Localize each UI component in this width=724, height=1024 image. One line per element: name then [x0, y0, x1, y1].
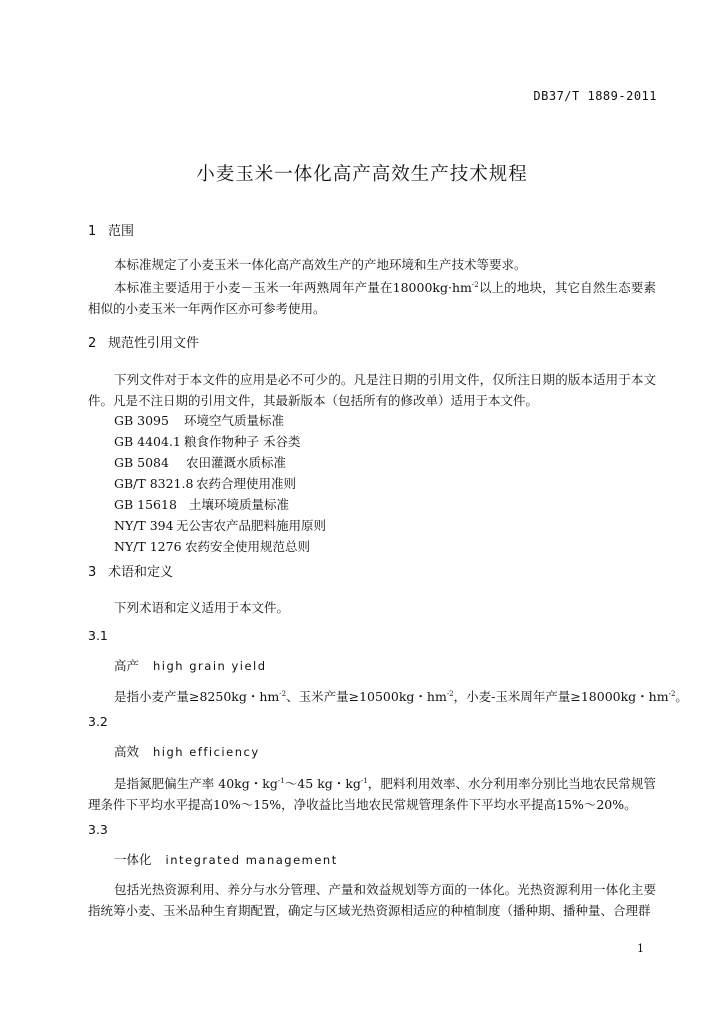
section-title: 规范性引用文件	[108, 336, 200, 351]
reference-item: NY/T 394 无公害农产品肥料施用原则	[114, 518, 327, 533]
term-heading	[114, 850, 338, 868]
term-en: integrated management	[165, 853, 338, 867]
reference-item: GB 15618 土壤环境质量标准	[114, 497, 290, 512]
reference-item: GB 5084 农田灌溉水质标准	[114, 455, 287, 470]
term-zh: 高效	[114, 744, 140, 759]
scope-paragraph-1: 本标准规定了小麦玉米一体化高产高效生产的产地环境和生产技术等要求。	[114, 257, 527, 272]
term-en: high grain yield	[153, 659, 267, 673]
subsection-number: 3.1	[88, 628, 108, 643]
terms-intro-paragraph: 下列术语和定义适用于本文件。	[114, 600, 290, 615]
section-1-heading	[88, 220, 134, 239]
section-number: 3	[88, 565, 97, 580]
reference-item: GB 4404.1 粮食作物种子 禾谷类	[114, 434, 301, 449]
term-heading	[114, 656, 267, 674]
term-definition: 包括光热资源利用、养分与水分管理、产量和效益规划等方面的一体化。光热资源利用一体化主要指统筹小麦、玉米品种生育期配置，确定与区域光热资源相适应的种植制度（播种期、播种量、合理群	[88, 882, 656, 918]
standard-code: DB37/T 1889-2011	[533, 89, 657, 103]
term-heading	[114, 742, 260, 760]
subsection-number: 3.2	[88, 714, 108, 729]
page-number: 1	[637, 942, 644, 955]
normative-references-paragraph: 下列文件对于本文件的应用是必不可少的。凡是注日期的引用文件，仅所注日期的版本适用于本文件。凡是不注日期的引用文件，其最新版本（包括所有的修改单）适用于本文件。	[88, 372, 656, 408]
section-number: 2	[88, 336, 97, 351]
reference-item: GB 3095 环境空气质量标准	[114, 413, 285, 428]
section-3-heading	[88, 561, 173, 580]
term-definition: 是指氮肥偏生产率 40kg・$kg^{-1}\sim 45$ kg・$kg^{-1}$，肥料利用效率、水分利用率分别比当地农民常规管理条件下平均水平提高10%～15%，净收益比当地农民常规管理条件下平均水平提高15%～20%。	[88, 776, 656, 812]
section-number: 1	[88, 224, 97, 239]
term-definition: 是指小麦产量≥8250kg・$hm^{-2}$、玉米产量≥10500kg・$hm^{-2}$，小麦-玉米周年产量≥18000kg・$hm^{-2}$。	[114, 689, 688, 704]
section-title: 范围	[108, 224, 135, 239]
term-zh: 一体化	[114, 852, 152, 867]
section-title: 术语和定义	[108, 565, 174, 580]
document-title: 小麦玉米一体化高产高效生产技术规程	[196, 164, 528, 185]
subsection-number: 3.3	[88, 822, 108, 837]
section-2-heading	[88, 332, 199, 351]
term-zh: 高产	[114, 658, 140, 673]
reference-item: GB/T 8321.8 农药合理使用准则	[114, 476, 297, 491]
scope-paragraph-2: 本标准主要适用于小麦－玉米一年两熟周年产量在$18000kg\cdot hm^{-2}$以上的地块，其它自然生态要素相似的小麦玉米一年两作区亦可参考使用。	[88, 280, 656, 316]
reference-item: NY/T 1276 农药安全使用规范总则	[114, 539, 311, 554]
term-en: high efficiency	[153, 745, 260, 759]
